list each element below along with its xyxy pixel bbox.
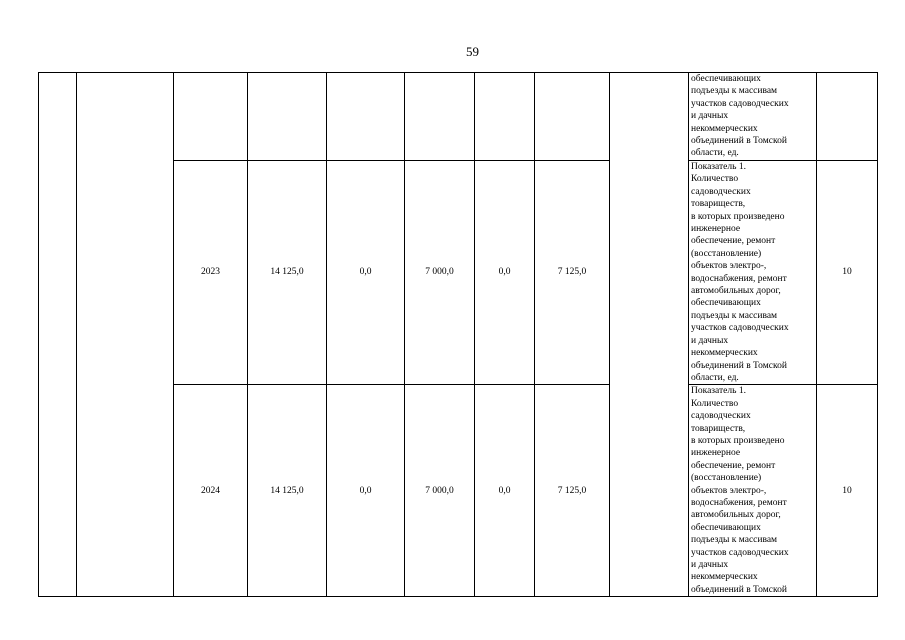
year-cell: 2023 xyxy=(174,161,248,385)
other-sources-cell xyxy=(535,73,610,161)
indicator-cell: Показатель 1. Количество садоводческих товариществ, в которых произведено инженерное обеспечение, ремонт (восстановление) объектов электро-, водоснабжения, ремонт автомобильных дорог, обеспечивающих подъезды к массивам участков садоводческих и дачных некоммерческих объединений в Томской xyxy=(689,385,817,597)
year-cell xyxy=(174,73,248,161)
federal-budget-cell: 0,0 xyxy=(327,161,405,385)
indicator-value-cell: 10 xyxy=(817,161,878,385)
regional-budget-cell: 7 000,0 xyxy=(405,385,475,597)
total-cell: 14 125,0 xyxy=(248,385,327,597)
indicator-cell: обеспечивающих подъезды к массивам участков садоводческих и дачных некоммерческих объединений в Томской области, ед. xyxy=(689,73,817,161)
total-cell: 14 125,0 xyxy=(248,161,327,385)
indicator-cell: Показатель 1. Количество садоводческих товариществ, в которых произведено инженерное обеспечение, ремонт (восстановление) объектов электро-, водоснабжения, ремонт автомобильных дорог, обеспечивающих подъезды к массивам участков садоводческих и дачных некоммерческих объединений в Томской области, ед. xyxy=(689,161,817,385)
year-cell: 2024 xyxy=(174,385,248,597)
local-budget-cell: 0,0 xyxy=(475,161,535,385)
local-budget-cell: 0,0 xyxy=(475,385,535,597)
financing-table xyxy=(38,72,878,597)
indicator-value-cell: 10 xyxy=(817,385,878,597)
executor-cell xyxy=(610,73,689,597)
other-sources-cell: 7 125,0 xyxy=(535,385,610,597)
regional-budget-cell xyxy=(405,73,475,161)
number-cell xyxy=(39,73,77,597)
task-name-cell xyxy=(77,73,174,597)
local-budget-cell xyxy=(475,73,535,161)
federal-budget-cell: 0,0 xyxy=(327,385,405,597)
federal-budget-cell xyxy=(327,73,405,161)
total-cell xyxy=(248,73,327,161)
page-number: 59 xyxy=(466,44,479,59)
table-row xyxy=(39,73,878,161)
regional-budget-cell: 7 000,0 xyxy=(405,161,475,385)
indicator-value-cell xyxy=(817,73,878,161)
other-sources-cell: 7 125,0 xyxy=(535,161,610,385)
